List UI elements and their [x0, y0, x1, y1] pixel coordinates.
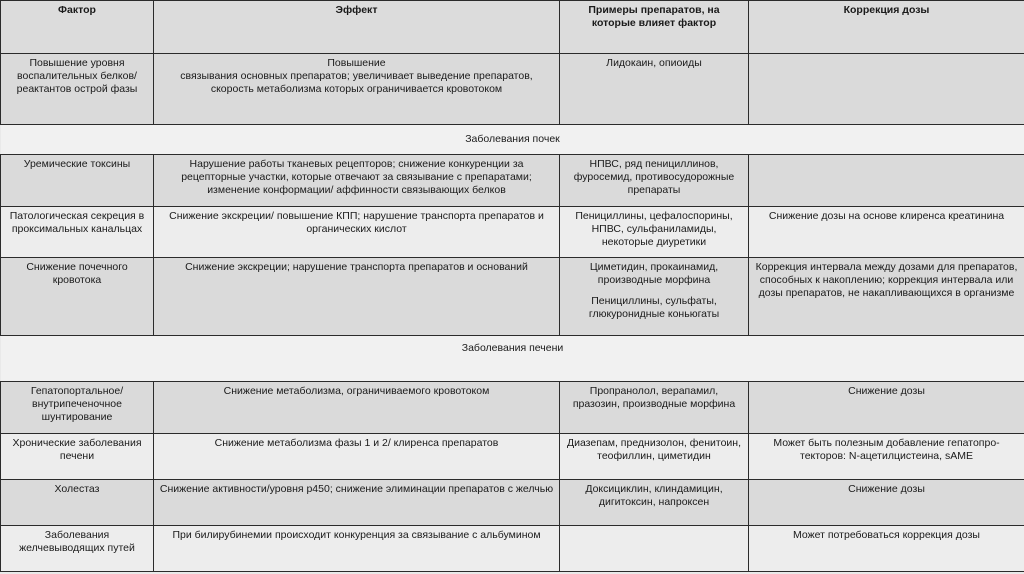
factor-cell: Хронические заболевания печени: [1, 434, 154, 480]
table-row: [1, 155, 1024, 207]
examples-group-b: Пенициллины, сульфаты, глюкуронидные коньюгаты: [588, 295, 720, 320]
header-examples: [560, 1, 749, 54]
effect-cell: Нарушение работы тканевых рецепторов; снижение конкуренции за рецепторные участки, которые отвечают за связывание с препаратами; изменение конформации/ аффинности связывающих белков: [154, 155, 560, 207]
header-examples-line2: которые влияет фактор: [591, 17, 717, 29]
header-dose: Коррекция дозы: [749, 1, 1024, 54]
table-row: [1, 258, 1024, 336]
examples-cell: Лидокаин, опиоиды: [560, 54, 749, 125]
examples-cell: [560, 258, 749, 336]
examples-cell: [560, 526, 749, 572]
section-title-kidney: Заболевания почек: [1, 125, 1024, 155]
effect-cell: Снижение метаболизма, ограничиваемого кровотоком: [154, 382, 560, 434]
examples-group-a: Циметидин, прокаинамид, производные морфина: [589, 261, 719, 286]
factor-cell: Гепатопортальное/ внутрипеченочное шунтирование: [1, 382, 154, 434]
header-row: [1, 1, 1024, 54]
header-effect: Эффект: [154, 1, 560, 54]
table-row: [1, 480, 1024, 526]
table-row: [1, 382, 1024, 434]
dose-line2: текторов: N-ацетилцистеина, sAME: [800, 450, 973, 462]
section-title-liver: Заболевания печени: [1, 336, 1024, 382]
effect-cell: Снижение экскреции/ повышение КПП; нарушение транспорта препаратов и органических кислот: [154, 207, 560, 258]
factor-cell: Заболевания желчевыводящих путей: [1, 526, 154, 572]
dose-cell: [749, 155, 1024, 207]
factor-cell: Повышение уровня воспалительных белков/ реактантов острой фазы: [1, 54, 154, 125]
table-row: [1, 207, 1024, 258]
factor-cell: Патологическая секреция в проксимальных канальцах: [1, 207, 154, 258]
header-examples-line1: Примеры препаратов, на: [588, 4, 720, 16]
examples-cell: Пенициллины, цефалоспорины, НПВС, сульфаниламиды, некоторые диуретики: [560, 207, 749, 258]
section-row-liver: [1, 336, 1024, 382]
effect-cell: Снижение метаболизма фазы 1 и 2/ клиренса препаратов: [154, 434, 560, 480]
effect-cell: Снижение активности/уровня р450; снижение элиминации препаратов с желчью: [154, 480, 560, 526]
factor-cell: Снижение почечного кровотока: [1, 258, 154, 336]
dose-cell: [749, 434, 1024, 480]
examples-cell: НПВС, ряд пенициллинов, фуросемид, противосудорожные препараты: [560, 155, 749, 207]
table-row: [1, 526, 1024, 572]
dose-cell: [749, 54, 1024, 125]
dose-cell: Может потребоваться коррекция дозы: [749, 526, 1024, 572]
dose-cell: Снижение дозы: [749, 382, 1024, 434]
examples-cell: Диазепам, преднизолон, фенитоин, теофиллин, циметидин: [560, 434, 749, 480]
factor-cell: Уремические токсины: [1, 155, 154, 207]
section-row-kidney: [1, 125, 1024, 155]
effect-line1: Повышение: [327, 57, 386, 69]
dose-cell: Снижение дозы: [749, 480, 1024, 526]
factor-cell: Холестаз: [1, 480, 154, 526]
effect-line2: связывания основных препаратов; увеличивает выведение препаратов, скорость метаболизма которых ограничивается кровотоком: [180, 70, 533, 95]
effect-cell: При билирубинемии происходит конкуренция за связывание с альбумином: [154, 526, 560, 572]
dose-cell: Снижение дозы на основе клиренса креатинина: [749, 207, 1024, 258]
examples-cell: Пропранолол, верапамил, празозин, производные морфина: [560, 382, 749, 434]
table-row: [1, 434, 1024, 480]
dose-line1: Может быть полезным добавление гепатопро-: [773, 437, 1000, 449]
table-row: [1, 54, 1024, 125]
examples-cell: Доксициклин, клиндамицин, дигитоксин, напроксен: [560, 480, 749, 526]
dose-cell: Коррекция интервала между дозами для препаратов, способных к накоплению; коррекция интервала или дозы препаратов, не накапливающихся в организме: [749, 258, 1024, 336]
effect-cell: Снижение экскреции; нарушение транспорта препаратов и оснований: [154, 258, 560, 336]
effect-cell: [154, 54, 560, 125]
header-factor: Фактор: [1, 1, 154, 54]
